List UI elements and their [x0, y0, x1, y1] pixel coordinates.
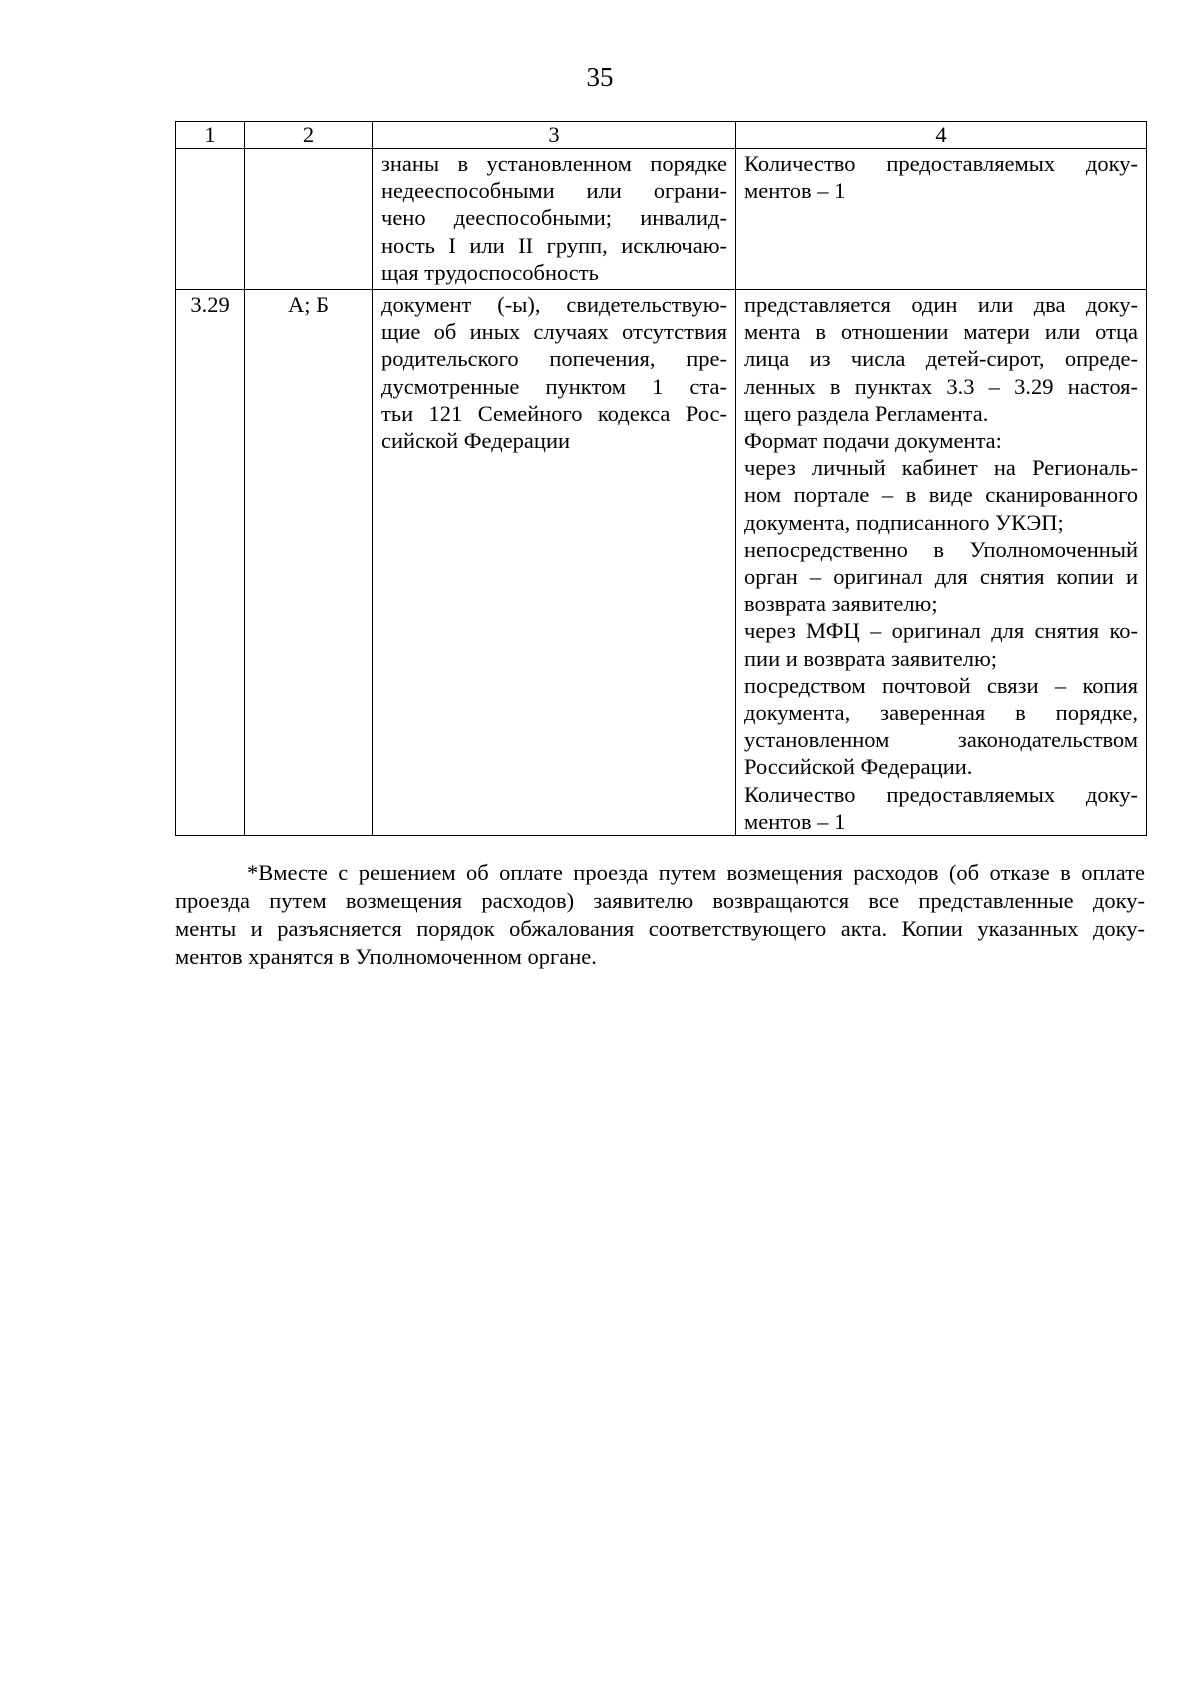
text-line: родительского попечения, пре- [381, 346, 727, 372]
table-header-row [176, 122, 1147, 149]
text-line: ность I или II групп, исключаю- [381, 232, 727, 258]
footnote-line: проезда путем возмещения расходов) заявителю возвращаются все представленные доку- [175, 888, 1145, 913]
text-line: ментов – 1 [744, 808, 846, 834]
requirements-table [175, 121, 1147, 836]
text-line: тьи 121 Семейного кодекса Рос- [381, 400, 727, 426]
text-line: Российской Федерации. [744, 754, 973, 780]
footnote-line: менты и разъясняется порядок обжалования соответствующего акта. Копии указанных доку- [175, 916, 1145, 941]
text-line: возврата заявителю; [744, 591, 938, 617]
text-line: ментов – 1 [744, 178, 846, 204]
text-line: документа, заверенная в порядке, [744, 700, 1138, 726]
text-line: лица из числа детей-сирот, опреде- [744, 346, 1138, 372]
header-cell-1: 1 [176, 122, 245, 149]
text-line: знаны в установленном порядке [381, 151, 727, 176]
footnote-line: *Вместе с решением об оплате проезда путем возмещения расходов (об отказе в оплате [247, 860, 1145, 885]
document-description-cell [373, 149, 736, 290]
text-line: через МФЦ – оригинал для снятия ко- [744, 618, 1138, 644]
header-cell-2: 2 [245, 122, 373, 149]
page-number: 35 [586, 62, 614, 92]
document-description-cell [373, 290, 736, 836]
text-line: непосредственно в Уполномоченный [744, 536, 1138, 562]
text-line: щие об иных случаях отсутствия [381, 319, 727, 345]
applicant-category-cell: А; Б [245, 290, 373, 836]
footnote [175, 859, 1145, 971]
text-line: щего раздела Регламента. [744, 400, 989, 426]
text-line: установленном законодательством [744, 727, 1138, 753]
text-line: документ (-ы), свидетельствую- [381, 292, 727, 317]
text-line: Количество предоставляемых доку- [744, 151, 1138, 176]
text-line: недееспособными или ограни- [381, 178, 727, 204]
table-row-continued [176, 149, 1147, 290]
submission-format-cell [736, 149, 1147, 290]
text-line: Количество предоставляемых доку- [744, 781, 1138, 807]
header-cell-3: 3 [373, 122, 736, 149]
submission-format-cell [736, 290, 1147, 836]
row-number-cell [176, 149, 245, 290]
row-number-cell: 3.29 [176, 290, 245, 836]
footnote-line: ментов хранятся в Уполномоченном органе. [175, 944, 597, 969]
text-line: сийской Федерации [381, 428, 571, 454]
text-line: посредством почтовой связи – копия [744, 672, 1138, 698]
text-line: щая трудоспособность [381, 259, 599, 285]
text-line: через личный кабинет на Региональ- [744, 455, 1138, 481]
text-line: орган – оригинал для снятия копии и [744, 564, 1138, 590]
text-line: Формат подачи документа: [744, 428, 1002, 454]
text-line: мента в отношении матери или отца [744, 319, 1138, 345]
text-line: представляется один или два доку- [744, 292, 1138, 317]
text-line: ном портале – в виде сканированного [744, 482, 1138, 508]
text-line: чено дееспособными; инвалид- [381, 205, 727, 231]
text-line: ленных в пунктах 3.3 – 3.29 настоя- [744, 373, 1138, 399]
text-line: документа, подписанного УКЭП; [744, 509, 1064, 535]
table-row-3-29 [176, 290, 1147, 836]
text-line: дусмотренные пунктом 1 ста- [381, 373, 727, 399]
header-cell-4: 4 [736, 122, 1147, 149]
applicant-category-cell [245, 149, 373, 290]
text-line: пии и возврата заявителю; [744, 645, 998, 671]
